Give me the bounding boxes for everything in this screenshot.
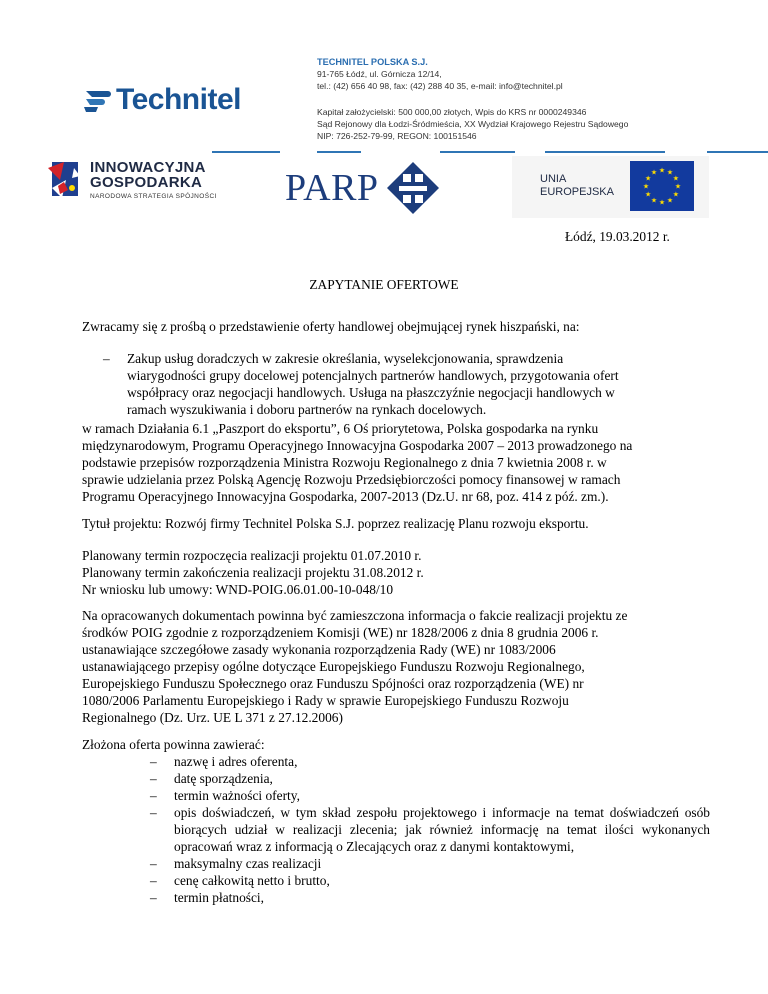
program-line: Programu Operacyjnego Innowacyjna Gospodarka, 2007-2013 (Dz.U. nr 68, poz. 414 z póź. zm.). [82,489,609,504]
offer-heading: Złożona oferta powinna zawierać: [82,737,265,752]
company-tax-ids: NIP: 726-252-79-99, REGON: 100151546 [317,131,477,141]
program-paragraph [82,420,702,505]
schedule-block [82,547,424,598]
eu-star-icon: ★ [672,174,680,183]
document-date: Łódź, 19.03.2012 r. [565,229,670,244]
company-court: Sąd Rejonowy dla Łodzi-Śródmieścia, XX Wydział Krajowego Rejestru Sądowego [317,119,629,129]
ig-line3: NARODOWA STRATEGIA SPÓJNOŚCI [90,193,217,200]
technitel-swirl-icon [82,87,112,113]
ig-line2: GOSPODARKA [90,174,203,191]
schedule-line: Nr wniosku lub umowy: WND-POIG.06.01.00-10-048/10 [82,582,394,597]
eu-star-icon: ★ [644,174,652,183]
info-line: Europejskiego Funduszu Społecznego oraz Funduszu Spójności oraz rozporządzenia (WE) nr [82,676,584,691]
header-rule-mid2 [440,151,515,153]
program-line: sprawie udzielania przez Polską Agencję Rozwoju Przedsiębiorczości pomocy finansowej w ramach [82,472,621,487]
eu-star-icon: ★ [666,168,674,177]
header-rule-mid3 [545,151,665,153]
scope-line: współpracy oraz negocjacji handlowych. Usługa na płaszczyźnie negocjacji handlowych w [127,385,615,400]
parp-logo [285,160,441,216]
eu-star-icon: ★ [658,166,666,175]
company-name: TECHNITEL POLSKA S.J. [317,57,428,67]
eu-star-icon: ★ [672,190,680,199]
eu-flag-icon [630,161,694,211]
eu-logo [512,156,709,218]
list-item: – opis doświadczeń, w tym skład zespołu projektowego i informacje na temat doświadczeń osób biorących udział w realizacji zlecenia; jak również informację na temat ilości wykonanych opracowań wraz z informacją o Zlecających oraz z danymi kontaktowymi, [150,805,710,854]
ig-star-icon [44,158,84,202]
info-line: 1080/2006 Parlamentu Europejskiego i Rady w sprawie Europejskiego Funduszu Rozwoju [82,693,569,708]
parp-logo-text: PARP [285,167,379,209]
schedule-line: Planowany termin rozpoczęcia realizacji projektu 01.07.2010 r. [82,548,422,563]
program-line: międzynarodowym, Programu Operacyjnego Innowacyjna Gospodarka 2007 – 2013 prowadzonego na [82,438,633,453]
info-line: Na opracowanych dokumentach powinna być zamieszczona informacja o fakcie realizacji projektu ze [82,608,628,623]
info-paragraph [82,607,707,726]
eu-star-icon: ★ [644,190,652,199]
program-line: podstawie przepisów rozporządzenia Ministra Rozwoju Regionalnego z dnia 7 kwietnia 2008 r. w [82,455,607,470]
program-line: w ramach Działania 6.1 „Paszport do eksportu”, 6 Oś priorytetowa, Polska gospodarka na rynku [82,421,599,436]
company-contact: tel.: (42) 656 40 98, fax: (42) 288 40 35, e-mail: info@technitel.pl [317,81,563,91]
eu-star-icon: ★ [650,196,658,205]
list-item: – termin ważności oferty, [150,788,300,803]
eu-star-icon: ★ [650,168,658,177]
header-rule-left [212,151,280,153]
eu-line1: UNIA [540,173,567,185]
ig-line1: INNOWACYJNA [90,159,206,176]
technitel-logo [82,85,241,115]
company-capital: Kapitał założycielski: 500 000,00 złotych, Wpis do KRS nr 0000249346 [317,107,587,117]
scope-line: ramach wyszukiwania i doboru partnerów na rynkach docelowych. [127,402,487,417]
technitel-logo-text: Technitel [116,83,241,116]
eu-star-icon: ★ [642,182,650,191]
scope-dash: – [103,351,110,366]
company-address: 91-765 Łódź, ul. Górnicza 12/14, [317,69,442,79]
intro-paragraph: Zwracamy się z prośbą o przedstawienie oferty handlowej obejmującej rynek hiszpański, na: [82,319,580,334]
list-item: – datę sporządzenia, [150,771,273,786]
parp-diamond-icon [385,160,441,216]
list-item: – termin płatności, [150,890,264,905]
list-item: – nazwę i adres oferenta, [150,754,298,769]
scope-item [127,350,682,418]
eu-logo-text [540,173,614,199]
info-line: ustanawiające szczegółowe zasady wykonania rozporządzenia Rady (WE) nr 1083/2006 [82,642,556,657]
info-line: Regionalnego (Dz. Urz. UE L 371 z 27.12.2006) [82,710,343,725]
company-info [317,56,628,142]
list-item: – cenę całkowitą netto i brutto, [150,873,330,888]
info-line: ustanawiającego przepisy ogólne dotyczące Europejskiego Funduszu Rozwoju Regionalnego, [82,659,585,674]
innowacyjna-gospodarka-logo [44,158,217,202]
offer-list [150,753,710,906]
eu-star-icon: ★ [658,198,666,207]
eu-line2: EUROPEJSKA [540,186,614,198]
list-item: – maksymalny czas realizacji [150,856,322,871]
eu-star-icon: ★ [666,196,674,205]
scope-line: wiarygodności grupy docelowej potencjalnych partnerów handlowych, przygotowania ofert [127,368,619,383]
header-rule-right [707,151,768,153]
scope-line: Zakup usług doradczych w zakresie określania, wyselekcjonowania, sprawdzenia [127,351,564,366]
info-line: środków POIG zgodnie z rozporządzeniem Komisji (WE) nr 1828/2006 z dnia 8 grudnia 2006 r. [82,625,599,640]
document-title: ZAPYTANIE OFERTOWE [309,277,459,292]
header-rule-mid1 [317,151,361,153]
eu-star-icon: ★ [674,182,682,191]
schedule-line: Planowany termin zakończenia realizacji projektu 31.08.2012 r. [82,565,424,580]
project-title: Tytuł projektu: Rozwój firmy Technitel Polska S.J. poprzez realizację Planu rozwoju eksportu. [82,516,589,531]
